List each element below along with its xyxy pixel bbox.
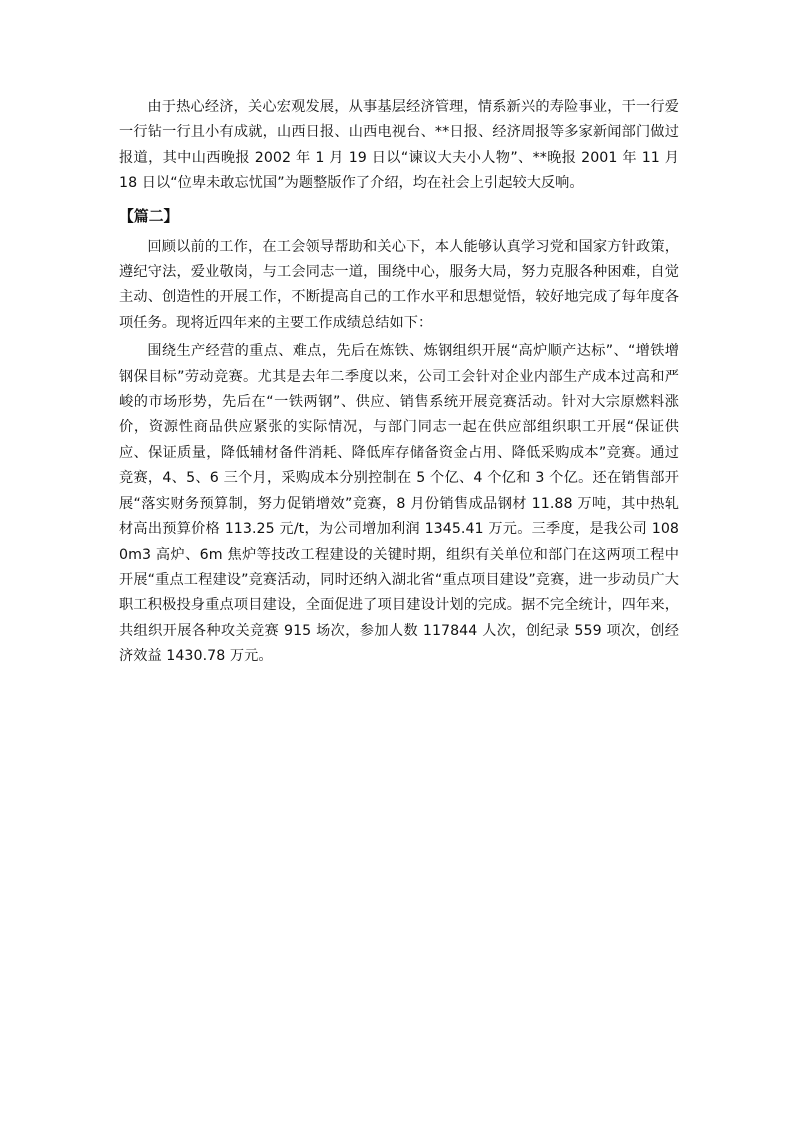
section-heading: 【篇二】 <box>119 207 179 225</box>
document-body <box>119 95 679 670</box>
paragraph-achievements: 围绕生产经营的重点、难点，先后在炼铁、炼钢组织开展“高炉顺产达标”、“增铁增钢保目标”劳动竞赛。尤其是去年二季度以来，公司工会针对企业内部生产成本过高和严峻的市场形势，先后在“一铁两钢”、供应、销售系统开展竞赛活动。针对大宗原燃料涨价，资源性商品供应紧张的实际情况，与部门同志一起在供应部组织职工开展“保证供应、保证质量，降低辅材备件消耗、降低库存储备资金占用、降低采购成本”竞赛。通过竞赛，4、5、6 三个月，采购成本分别控制在 5 个亿、4 个亿和 3 个亿。还在销售部开展“落实财务预算制，努力促销增效”竞赛，8 月份销售成品钢材 11.88 万吨，其中热轧材高出预算价格 113.25 元/t，为公司增加利润 1345.41 万元。三季度，是我公司 1080m3 高炉、6m 焦炉等技改工程建设的关键时期，组织有关单位和部门在这两项工程中开展“重点工程建设”竞赛活动，同时还纳入湖北省“重点项目建设”竞赛，进一步动员广大职工积极投身重点项目建设，全面促进了项目建设计划的完成。据不完全统计，四年来，共组织开展各种攻关竞赛 915 场次，参加人数 117844 人次，创纪录 559 项次，创经济效益 1430.78 万元。 <box>119 343 679 665</box>
paragraph-intro: 由于热心经济，关心宏观发展，从事基层经济管理，情系新兴的寿险事业，干一行爱一行钻一行且小有成就，山西日报、山西电视台、**日报、经济周报等多家新闻部门做过报道，其中山西晚报 2002 年 1 月 19 日以“谏议大夫小人物”、**晚报 2001 年 11 月 18 日以“位卑未敢忘忧国”为题整版作了介绍，均在社会上引起较大反响。 <box>119 99 679 192</box>
paragraph-review: 回顾以前的工作，在工会领导帮助和关心下，本人能够认真学习党和国家方针政策，遵纪守法，爱业敬岗，与工会同志一道，围绕中心，服务大局，努力克服各种困难，自觉主动、创造性的开展工作，不断提高自己的工作水平和思想觉悟，较好地完成了每年度各项任务。现将近四年来的主要工作成绩总结如下： <box>119 238 679 331</box>
